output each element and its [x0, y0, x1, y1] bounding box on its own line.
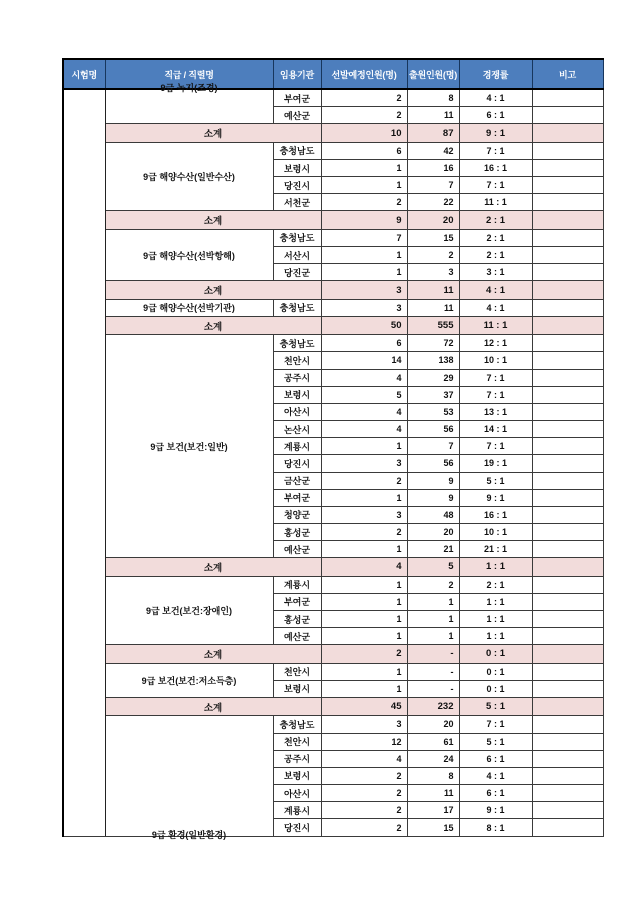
agency-cell: 홍성군 — [273, 523, 321, 540]
remarks-cell — [532, 698, 603, 716]
subtotal-label-cell: 소계 — [105, 316, 321, 334]
applicants-cell: 1 — [407, 593, 459, 610]
remarks-cell — [532, 159, 603, 176]
planned-cell: 1 — [321, 177, 407, 194]
data-row — [63, 89, 603, 107]
remarks-cell — [532, 264, 603, 281]
planned-cell: 1 — [321, 628, 407, 645]
applicants-cell: 29 — [407, 369, 459, 386]
subtotal-label-cell: 소계 — [105, 698, 321, 716]
remarks-cell — [532, 663, 603, 680]
remarks-cell — [532, 750, 603, 767]
applicants-cell: 11 — [407, 107, 459, 124]
ratio-cell: 0 : 1 — [459, 645, 532, 663]
applicants-cell: 87 — [407, 124, 459, 142]
agency-cell: 공주시 — [273, 369, 321, 386]
planned-cell: 10 — [321, 124, 407, 142]
planned-cell: 2 — [321, 194, 407, 211]
agency-cell: 보령시 — [273, 680, 321, 697]
applicants-cell: 42 — [407, 142, 459, 159]
ratio-cell: 5 : 1 — [459, 698, 532, 716]
planned-cell: 2 — [321, 89, 407, 107]
agency-cell: 서산시 — [273, 247, 321, 264]
ratio-cell: 13 : 1 — [459, 403, 532, 420]
applicants-cell: - — [407, 663, 459, 680]
agency-cell: 부여군 — [273, 89, 321, 107]
agency-cell: 충청남도 — [273, 716, 321, 733]
ratio-cell: 21 : 1 — [459, 541, 532, 558]
ratio-cell: 9 : 1 — [459, 124, 532, 142]
group-label-cell — [105, 229, 273, 280]
applicants-cell: 56 — [407, 421, 459, 438]
column-header-planned-selection: 선발예정인원(명) — [321, 59, 407, 89]
applicants-cell: 9 — [407, 489, 459, 506]
ratio-cell: 0 : 1 — [459, 663, 532, 680]
remarks-cell — [532, 299, 603, 316]
applicants-cell: 2 — [407, 247, 459, 264]
data-row — [63, 576, 603, 593]
remarks-cell — [532, 177, 603, 194]
remarks-cell — [532, 593, 603, 610]
data-row — [63, 663, 603, 680]
planned-cell: 4 — [321, 558, 407, 576]
remarks-cell — [532, 802, 603, 819]
planned-cell: 2 — [321, 785, 407, 802]
planned-cell: 9 — [321, 211, 407, 229]
planned-cell: 4 — [321, 421, 407, 438]
agency-cell: 부여군 — [273, 593, 321, 610]
agency-cell: 부여군 — [273, 489, 321, 506]
applicants-cell: 232 — [407, 698, 459, 716]
planned-cell: 4 — [321, 750, 407, 767]
agency-cell: 논산시 — [273, 421, 321, 438]
group-label-cell — [105, 576, 273, 645]
agency-cell: 금산군 — [273, 472, 321, 489]
planned-cell: 6 — [321, 335, 407, 352]
planned-cell: 2 — [321, 107, 407, 124]
applicants-cell: 9 — [407, 472, 459, 489]
ratio-cell: 7 : 1 — [459, 142, 532, 159]
group-label: 9급 해양수산(선박기관) — [143, 303, 235, 314]
subtotal-label-cell: 소계 — [105, 124, 321, 142]
applicants-cell: 5 — [407, 558, 459, 576]
planned-cell: 2 — [321, 819, 407, 837]
ratio-cell: 4 : 1 — [459, 89, 532, 107]
ratio-cell: 7 : 1 — [459, 716, 532, 733]
agency-cell: 서천군 — [273, 194, 321, 211]
subtotal-row — [63, 698, 603, 716]
applicants-cell: 53 — [407, 403, 459, 420]
applicants-cell: 8 — [407, 767, 459, 784]
group-label: 9급 보건(보건:저소득층) — [141, 675, 237, 686]
subtotal-row — [63, 558, 603, 576]
group-label: 9급 보건(보건:일반) — [150, 441, 228, 452]
subtotal-label-cell: 소계 — [105, 558, 321, 576]
column-header-remarks: 비고 — [532, 59, 603, 89]
group-label-cell — [105, 83, 273, 124]
remarks-cell — [532, 506, 603, 523]
remarks-cell — [532, 386, 603, 403]
remarks-cell — [532, 576, 603, 593]
ratio-cell: 6 : 1 — [459, 785, 532, 802]
group-label-cell — [105, 142, 273, 211]
data-row — [63, 335, 603, 352]
group-label-cell — [105, 299, 273, 316]
agency-cell: 당진군 — [273, 264, 321, 281]
applicants-cell: 37 — [407, 386, 459, 403]
group-label: 9급 환경(일반환경) — [151, 830, 227, 840]
ratio-cell: 4 : 1 — [459, 767, 532, 784]
applicants-cell: 56 — [407, 455, 459, 472]
column-header-appointing-agency: 임용기관 — [273, 59, 321, 89]
planned-cell: 5 — [321, 386, 407, 403]
agency-cell: 계룡시 — [273, 576, 321, 593]
applicants-cell: 20 — [407, 716, 459, 733]
data-row — [63, 716, 603, 733]
remarks-cell — [532, 89, 603, 107]
ratio-cell: 4 : 1 — [459, 299, 532, 316]
group-label: 9급 녹지(조경) — [160, 83, 218, 93]
agency-cell: 당진시 — [273, 819, 321, 837]
applicants-cell: 1 — [407, 610, 459, 627]
remarks-cell — [532, 628, 603, 645]
remarks-cell — [532, 610, 603, 627]
agency-cell: 충청남도 — [273, 142, 321, 159]
ratio-cell: 9 : 1 — [459, 489, 532, 506]
ratio-cell: 4 : 1 — [459, 281, 532, 299]
ratio-cell: 2 : 1 — [459, 229, 532, 246]
remarks-cell — [532, 335, 603, 352]
applicants-cell: 11 — [407, 281, 459, 299]
remarks-cell — [532, 767, 603, 784]
applicants-cell: 48 — [407, 506, 459, 523]
planned-cell: 3 — [321, 716, 407, 733]
planned-cell: 14 — [321, 352, 407, 369]
agency-cell: 천안시 — [273, 733, 321, 750]
planned-cell: 6 — [321, 142, 407, 159]
remarks-cell — [532, 247, 603, 264]
ratio-cell: 1 : 1 — [459, 558, 532, 576]
ratio-cell: 7 : 1 — [459, 177, 532, 194]
recruitment-table — [62, 58, 604, 840]
agency-cell: 예산군 — [273, 107, 321, 124]
agency-cell: 공주시 — [273, 750, 321, 767]
ratio-cell: 10 : 1 — [459, 352, 532, 369]
applicants-cell: 22 — [407, 194, 459, 211]
applicants-cell: 3 — [407, 264, 459, 281]
ratio-cell: 2 : 1 — [459, 576, 532, 593]
ratio-cell: 11 : 1 — [459, 316, 532, 334]
agency-cell: 예산군 — [273, 628, 321, 645]
remarks-cell — [532, 541, 603, 558]
remarks-cell — [532, 558, 603, 576]
subtotal-label-cell: 소계 — [105, 645, 321, 663]
planned-cell: 1 — [321, 438, 407, 455]
planned-cell: 1 — [321, 489, 407, 506]
remarks-cell — [532, 523, 603, 540]
applicants-cell: 24 — [407, 750, 459, 767]
ratio-cell: 1 : 1 — [459, 610, 532, 627]
subtotal-label-cell: 소계 — [105, 211, 321, 229]
remarks-cell — [532, 472, 603, 489]
planned-cell: 12 — [321, 733, 407, 750]
planned-cell: 2 — [321, 523, 407, 540]
applicants-cell: 8 — [407, 89, 459, 107]
ratio-cell: 12 : 1 — [459, 335, 532, 352]
data-row — [63, 299, 603, 316]
ratio-cell: 1 : 1 — [459, 628, 532, 645]
subtotal-row — [63, 316, 603, 334]
ratio-cell: 5 : 1 — [459, 733, 532, 750]
planned-cell: 1 — [321, 247, 407, 264]
agency-cell: 천안시 — [273, 663, 321, 680]
group-label: 9급 해양수산(선박항해) — [143, 250, 235, 261]
planned-cell: 1 — [321, 610, 407, 627]
applicants-cell: 61 — [407, 733, 459, 750]
group-label-cell — [105, 335, 273, 558]
planned-cell: 3 — [321, 299, 407, 316]
agency-cell: 충청남도 — [273, 229, 321, 246]
planned-cell: 45 — [321, 698, 407, 716]
agency-cell: 계룡시 — [273, 438, 321, 455]
ratio-cell: 0 : 1 — [459, 680, 532, 697]
remarks-cell — [532, 281, 603, 299]
agency-cell: 당진시 — [273, 455, 321, 472]
column-header-applicants: 출원인원(명) — [407, 59, 459, 89]
applicants-cell: 72 — [407, 335, 459, 352]
ratio-cell: 14 : 1 — [459, 421, 532, 438]
agency-cell: 계룡시 — [273, 802, 321, 819]
remarks-cell — [532, 352, 603, 369]
applicants-cell: 1 — [407, 628, 459, 645]
agency-cell: 보령시 — [273, 767, 321, 784]
group-label-cell — [105, 716, 273, 840]
remarks-cell — [532, 645, 603, 663]
data-row — [63, 142, 603, 159]
planned-cell: 3 — [321, 455, 407, 472]
applicants-cell: 21 — [407, 541, 459, 558]
applicants-cell: - — [407, 645, 459, 663]
remarks-cell — [532, 124, 603, 142]
group-label: 9급 해양수산(일반수산) — [143, 172, 235, 183]
agency-cell: 보령시 — [273, 159, 321, 176]
applicants-cell: 555 — [407, 316, 459, 334]
column-header-rank-series: 직급 / 직렬명 — [105, 59, 273, 89]
agency-cell: 아산시 — [273, 403, 321, 420]
data-row — [63, 229, 603, 246]
planned-cell: 1 — [321, 264, 407, 281]
planned-cell: 50 — [321, 316, 407, 334]
group-label-cell — [105, 663, 273, 697]
ratio-cell: 7 : 1 — [459, 369, 532, 386]
group-label: 9급 보건(보건:장애인) — [145, 605, 233, 616]
planned-cell: 2 — [321, 802, 407, 819]
planned-cell: 1 — [321, 663, 407, 680]
applicants-cell: - — [407, 680, 459, 697]
subtotal-row — [63, 211, 603, 229]
remarks-cell — [532, 229, 603, 246]
ratio-cell: 8 : 1 — [459, 819, 532, 837]
subtotal-label-cell: 소계 — [105, 281, 321, 299]
ratio-cell: 5 : 1 — [459, 472, 532, 489]
table-body — [63, 83, 603, 840]
applicants-cell: 7 — [407, 177, 459, 194]
planned-cell: 1 — [321, 593, 407, 610]
agency-cell: 청양군 — [273, 506, 321, 523]
agency-cell: 천안시 — [273, 352, 321, 369]
applicants-cell: 11 — [407, 785, 459, 802]
table-viewport — [62, 58, 604, 839]
remarks-cell — [532, 455, 603, 472]
planned-cell: 4 — [321, 369, 407, 386]
planned-cell: 3 — [321, 506, 407, 523]
ratio-cell: 6 : 1 — [459, 750, 532, 767]
remarks-cell — [532, 489, 603, 506]
planned-cell: 1 — [321, 680, 407, 697]
applicants-cell: 138 — [407, 352, 459, 369]
agency-cell: 충청남도 — [273, 335, 321, 352]
planned-cell: 3 — [321, 281, 407, 299]
ratio-cell: 2 : 1 — [459, 247, 532, 264]
ratio-cell: 7 : 1 — [459, 386, 532, 403]
planned-cell: 1 — [321, 541, 407, 558]
subtotal-row — [63, 645, 603, 663]
remarks-cell — [532, 194, 603, 211]
remarks-cell — [532, 316, 603, 334]
planned-cell: 2 — [321, 767, 407, 784]
remarks-cell — [532, 403, 603, 420]
agency-cell: 충청남도 — [273, 299, 321, 316]
remarks-cell — [532, 819, 603, 837]
remarks-cell — [532, 716, 603, 733]
remarks-cell — [532, 142, 603, 159]
planned-cell: 1 — [321, 576, 407, 593]
ratio-cell: 6 : 1 — [459, 107, 532, 124]
column-header-exam-name: 시험명 — [63, 59, 105, 89]
exam-name-cell — [63, 89, 105, 837]
planned-cell: 4 — [321, 403, 407, 420]
agency-cell: 홍성군 — [273, 610, 321, 627]
ratio-cell: 10 : 1 — [459, 523, 532, 540]
planned-cell: 2 — [321, 645, 407, 663]
ratio-cell: 9 : 1 — [459, 802, 532, 819]
agency-cell: 당진시 — [273, 177, 321, 194]
ratio-cell: 7 : 1 — [459, 438, 532, 455]
planned-cell: 2 — [321, 472, 407, 489]
ratio-cell: 16 : 1 — [459, 159, 532, 176]
applicants-cell: 15 — [407, 819, 459, 837]
remarks-cell — [532, 211, 603, 229]
ratio-cell: 16 : 1 — [459, 506, 532, 523]
applicants-cell: 20 — [407, 211, 459, 229]
planned-cell: 7 — [321, 229, 407, 246]
applicants-cell: 7 — [407, 438, 459, 455]
remarks-cell — [532, 107, 603, 124]
agency-cell: 보령시 — [273, 386, 321, 403]
ratio-cell: 3 : 1 — [459, 264, 532, 281]
remarks-cell — [532, 438, 603, 455]
ratio-cell: 1 : 1 — [459, 593, 532, 610]
ratio-cell: 2 : 1 — [459, 211, 532, 229]
remarks-cell — [532, 369, 603, 386]
ratio-cell: 19 : 1 — [459, 455, 532, 472]
applicants-cell: 20 — [407, 523, 459, 540]
applicants-cell: 17 — [407, 802, 459, 819]
remarks-cell — [532, 733, 603, 750]
subtotal-row — [63, 124, 603, 142]
applicants-cell: 15 — [407, 229, 459, 246]
remarks-cell — [532, 421, 603, 438]
ratio-cell: 11 : 1 — [459, 194, 532, 211]
agency-cell: 예산군 — [273, 541, 321, 558]
remarks-cell — [532, 680, 603, 697]
column-header-competition-ratio: 경쟁률 — [459, 59, 532, 89]
agency-cell: 아산시 — [273, 785, 321, 802]
subtotal-row — [63, 281, 603, 299]
planned-cell: 1 — [321, 159, 407, 176]
remarks-cell — [532, 785, 603, 802]
applicants-cell: 16 — [407, 159, 459, 176]
applicants-cell: 2 — [407, 576, 459, 593]
applicants-cell: 11 — [407, 299, 459, 316]
